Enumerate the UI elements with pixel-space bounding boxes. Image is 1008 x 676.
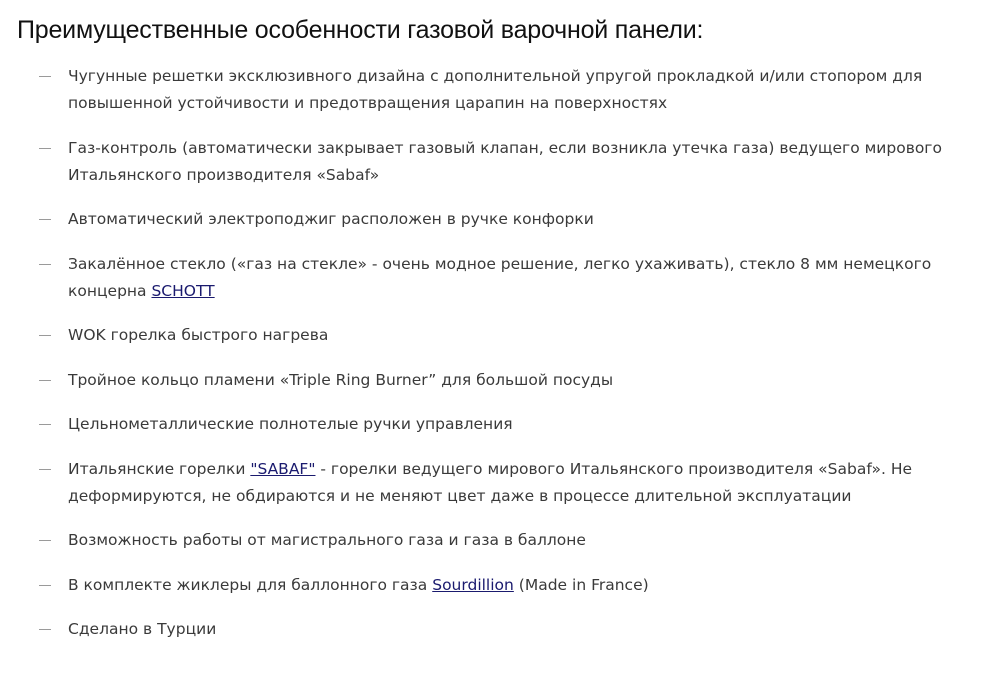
list-item bbox=[17, 206, 948, 233]
feature-text: WOK горелка быстрого нагрева bbox=[68, 326, 329, 344]
sabaf-link[interactable]: "SABAF" bbox=[250, 459, 316, 478]
dash-bullet-icon bbox=[39, 469, 51, 470]
feature-text: Итальянские горелки bbox=[68, 459, 251, 478]
list-item bbox=[17, 456, 948, 510]
section-heading: Преимущественные особенности газовой варочной панели: bbox=[17, 16, 704, 44]
feature-text: Чугунные решетки эксклюзивного дизайна с дополнительной упругой прокладкой и/или стопором для повышенной устойчивости и предотвращения царапин на поверхностях bbox=[68, 67, 923, 112]
list-item bbox=[17, 572, 948, 599]
dash-bullet-icon bbox=[39, 380, 51, 381]
list-item bbox=[17, 527, 948, 554]
dash-bullet-icon bbox=[39, 264, 51, 265]
feature-text-after: - горелки ведущего мирового Итальянского производителя «Sabaf». Не деформируются, не обдираются и не меняют цвет даже в процессе длительной эксплуатации bbox=[68, 459, 913, 505]
dash-bullet-icon bbox=[39, 540, 51, 541]
feature-list bbox=[17, 63, 1008, 643]
feature-text: Цельнометаллические полнотелые ручки управления bbox=[68, 415, 513, 433]
feature-text: Тройное кольцо пламени «Triple Ring Burner” для большой посуды bbox=[68, 370, 614, 389]
dash-bullet-icon bbox=[39, 335, 51, 336]
feature-text-after: (Made in France) bbox=[513, 575, 649, 594]
feature-text: Сделано в Турции bbox=[68, 620, 217, 638]
list-item bbox=[17, 616, 948, 643]
dash-bullet-icon bbox=[39, 424, 51, 425]
list-item bbox=[17, 411, 948, 438]
dash-bullet-icon bbox=[39, 629, 51, 630]
feature-text: Газ-контроль (автоматически закрывает газовый клапан, если возникла утечка газа) ведущего мирового Итальянского производителя «Sabaf» bbox=[68, 138, 942, 184]
list-item bbox=[17, 251, 948, 305]
dash-bullet-icon bbox=[39, 585, 51, 586]
feature-text: В комплекте жиклеры для баллонного газа bbox=[68, 575, 433, 594]
feature-text: Автоматический электроподжиг расположен в ручке конфорки bbox=[68, 210, 594, 228]
dash-bullet-icon bbox=[39, 219, 51, 220]
list-item bbox=[17, 367, 948, 394]
dash-bullet-icon bbox=[39, 148, 51, 149]
feature-text: Возможность работы от магистрального газа и газа в баллоне bbox=[68, 531, 586, 549]
feature-text: Закалённое стекло («газ на стекле» - очень модное решение, легко ухаживать), стекло 8 мм немецкого концерна bbox=[68, 254, 932, 300]
list-item bbox=[17, 322, 948, 349]
list-item bbox=[17, 135, 948, 189]
dash-bullet-icon bbox=[39, 76, 51, 77]
schott-link[interactable]: SCHOTT bbox=[151, 281, 215, 300]
list-item bbox=[17, 63, 948, 117]
sourdillion-link[interactable]: Sourdillion bbox=[432, 575, 514, 594]
